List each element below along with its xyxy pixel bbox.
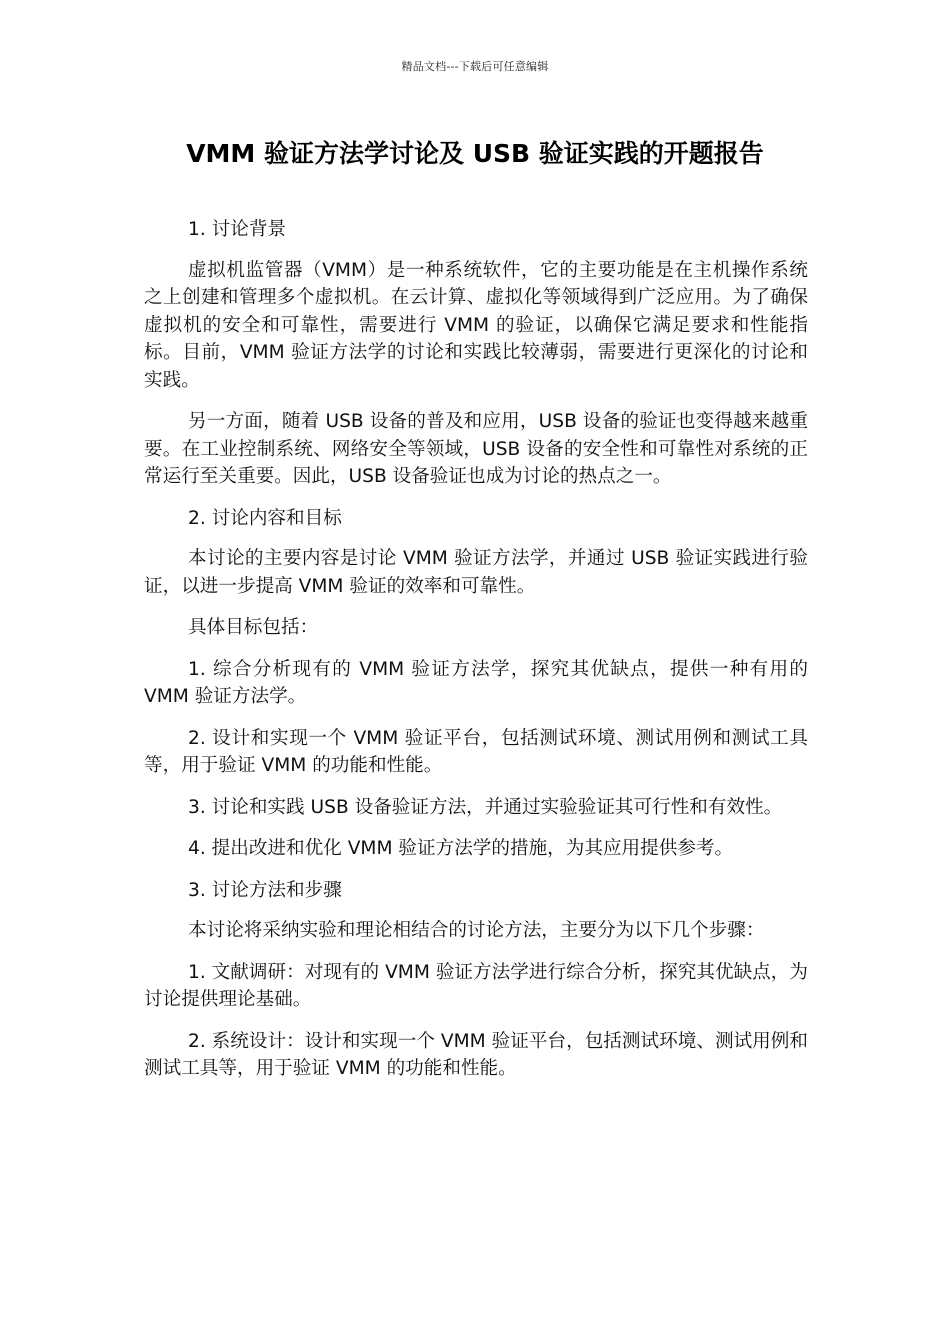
section-heading-content-goals: 2. 讨论内容和目标 (188, 507, 342, 529)
list-item: 3. 讨论和实践 USB 设备验证方法，并通过实验验证其可行性和有效性。 (188, 796, 783, 818)
section-heading-background: 1. 讨论背景 (188, 219, 287, 240)
paragraph: 本讨论将采纳实验和理论相结合的讨论方法，主要分为以下几个步骤： (188, 920, 765, 941)
document-title: VMM 验证方法学讨论及 USB 验证实践的开题报告 (186, 139, 764, 168)
paragraph: 虚拟机监管器（VMM）是一种系统软件，它的主要功能是在主机操作系统之上创建和管理多个虚拟机。在云计算、虚拟化等领域得到广泛应用。为了确保虚拟机的安全和可靠性，需要进行 VMM 的验证，以确保它满足要求和性能指标。目前，VMM 验证方法学的讨论和实践比较薄弱，需要进行更深化的讨论和实践。 (144, 259, 808, 391)
paragraph: 具体目标包括： (188, 617, 319, 638)
document-body (144, 216, 808, 1097)
list-item: 1. 综合分析现有的 VMM 验证方法学，探究其优缺点，提供一种有用的 VMM 验证方法学。 (144, 658, 808, 707)
header-note: 精品文档---下载后可任意编辑 (401, 60, 549, 73)
list-item: 1. 文献调研：对现有的 VMM 验证方法学进行综合分析，探究其优缺点，为讨论提供理论基础。 (144, 961, 808, 1010)
list-item: 4. 提出改进和优化 VMM 验证方法学的措施，为其应用提供参考。 (188, 838, 734, 859)
list-item: 2. 设计和实现一个 VMM 验证平台，包括测试环境、测试用例和测试工具等，用于验证 VMM 的功能和性能。 (144, 727, 808, 776)
list-item: 2. 系统设计：设计和实现一个 VMM 验证平台，包括测试环境、测试用例和测试工具等，用于验证 VMM 的功能和性能。 (144, 1030, 808, 1079)
paragraph: 本讨论的主要内容是讨论 VMM 验证方法学，并通过 USB 验证实践进行验证，以进一步提高 VMM 验证的效率和可靠性。 (144, 548, 808, 597)
paragraph: 另一方面，随着 USB 设备的普及和应用，USB 设备的验证也变得越来越重要。在工业控制系统、网络安全等领域，USB 设备的安全性和可靠性对系统的正常运行至关重要。因此，USB 设备验证也成为讨论的热点之一。 (144, 411, 808, 487)
section-heading-methods: 3. 讨论方法和步骤 (188, 879, 342, 901)
